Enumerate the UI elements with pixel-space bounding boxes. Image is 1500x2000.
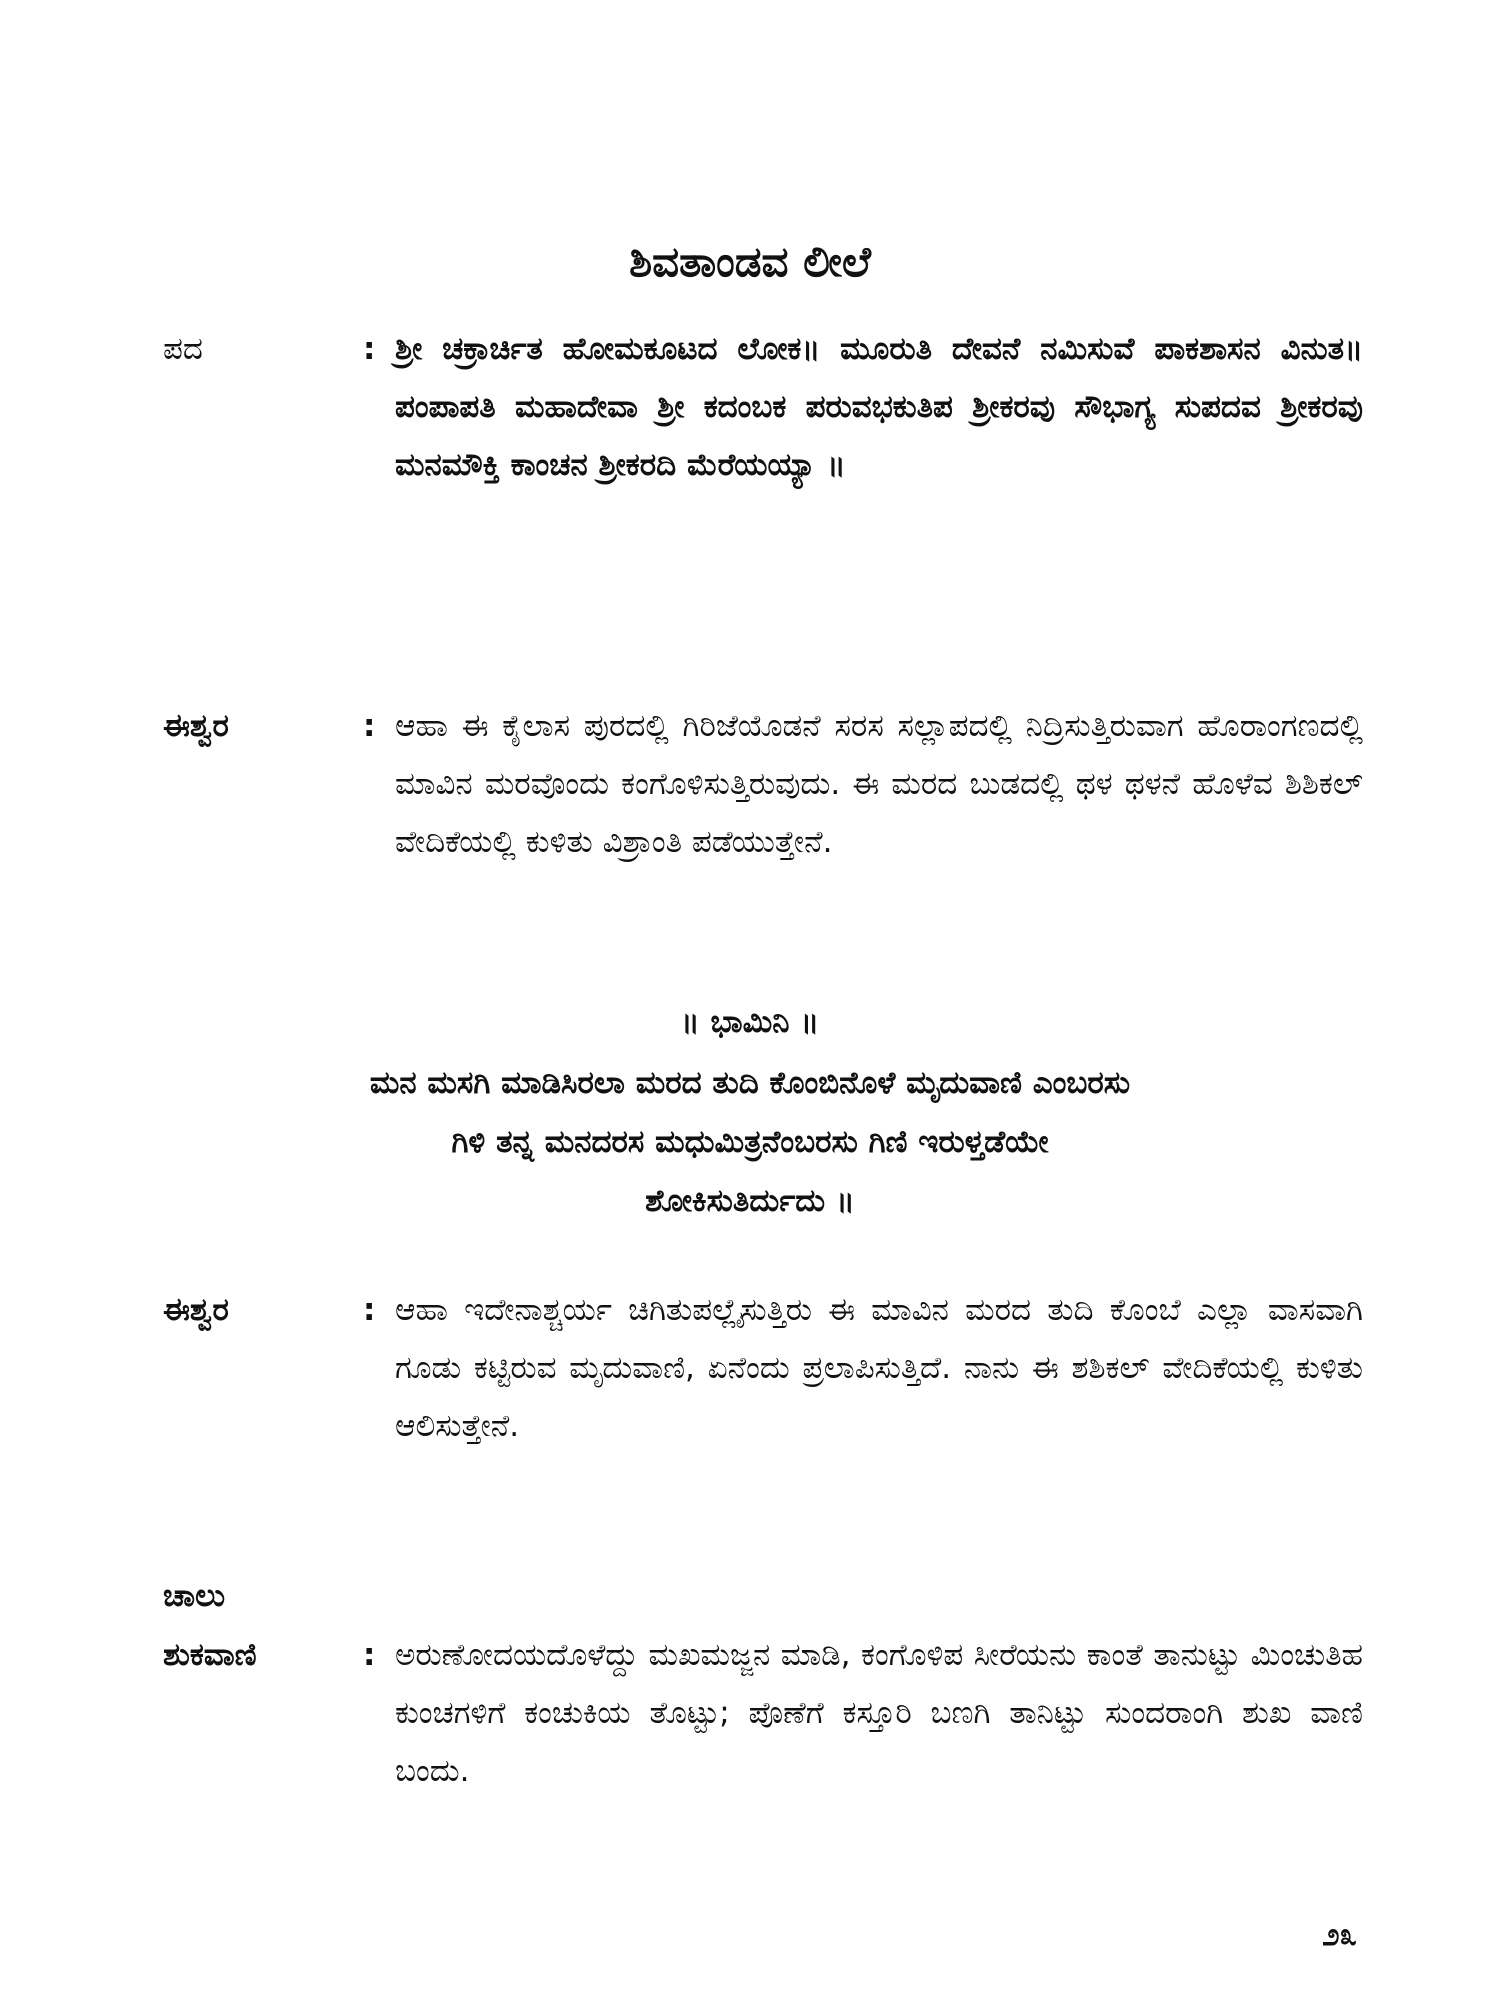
verse-line: ಗಿಳಿ ತನ್ನ ಮನದರಸ ಮಧುಮಿತ್ರನೆಂಬರಸು ಗಿಣಿ ಇರುಳ್ತಡೆಯೇ: [451, 1124, 1049, 1160]
verse-heading: ॥ ಭಾಮಿನಿ ॥: [680, 1004, 820, 1040]
speaker-label: ಈಶ್ವರ: [163, 708, 229, 744]
speaker-label: ಶುಕವಾಣಿ: [163, 1637, 257, 1673]
chalu-label: ಚಾಲು: [163, 1578, 226, 1614]
page-number: ೨೩: [1322, 1917, 1357, 1953]
verse-line: ಶೋಕಿಸುತಿರ್ದುದು ॥: [645, 1183, 855, 1219]
speech-text: ಆಹಾ ಈ ಕೈಲಾಸ ಪುರದಲ್ಲಿ ಗಿರಿಜೆಯೊಡನೆ ಸರಸ ಸಲ್ಲಾಪದಲ್ಲಿ ನಿದ್ರಿಸುತ್ತಿರುವಾಗ ಹೊರಾಂಗಣದಲ್ಲಿ ಮಾವಿನ ಮರವೊಂದು ಕಂಗೊಳಿಸುತ್ತಿರುವುದು. ಈ ಮರದ ಬುಡದಲ್ಲಿ ಥಳ ಥಳನೆ ಹೊಳೆವ ಶಿಶಿಕಲ್ ವೇದಿಕೆಯಲ್ಲಿ ಕುಳಿತು ವಿಶ್ರಾಂತಿ ಪಡೆಯುತ್ತೇನೆ.: [395, 708, 1363, 860]
verse-line: ಮನ ಮಸಗಿ ಮಾಡಿಸಿರಲಾ ಮರದ ತುದಿ ಕೊಂಬಿನೊಳೆ ಮೃದುವಾಣಿ ಎಂಬರಸು: [369, 1065, 1131, 1101]
speech-text: ಆಹಾ ಇದೇನಾಶ್ಚರ್ಯ ಚಿಗಿತುಪಲ್ಲೈಸುತ್ತಿರು ಈ ಮಾವಿನ ಮರದ ತುದಿ ಕೊಂಬೆ ಎಲ್ಲಾ ವಾಸವಾಗಿ ಗೂಡು ಕಟ್ಟಿರುವ ಮೃದುವಾಣಿ, ಏನೆಂದು ಪ್ರಲಾಪಿಸುತ್ತಿದೆ. ನಾನು ಈ ಶಶಿಕಲ್ ವೇದಿಕೆಯಲ್ಲಿ ಕುಳಿತು ಆಲಿಸುತ್ತೇನೆ.: [395, 1292, 1363, 1444]
speech-text: ಶ್ರೀ ಚಕ್ರಾರ್ಚಿತ ಹೋಮಕೂಟದ ಲೋಕ॥ ಮೂರುತಿ ದೇವನೆ ನಮಿಸುವೆ ಪಾಕಶಾಸನ ವಿನುತ॥ ಪಂಪಾಪತಿ ಮಹಾದೇವಾ ಶ್ರೀ ಕದಂಬಕ ಪರುವಭಕುತಿಪ ಶ್ರೀಕರವು ಸೌಭಾಗ್ಯ ಸುಪದವ ಶ್ರೀಕರವು ಮನಮೌಕ್ತಿ ಕಾಂಚನ ಶ್ರೀಕರದಿ ಮೆರೆಯಯ್ಯಾ ॥: [395, 331, 1363, 483]
colon-separator: :: [363, 1637, 376, 1673]
speaker-label: ಪದ: [163, 331, 203, 367]
page-title: ಶಿವತಾಂಡವ ಲೀಲೆ: [629, 237, 871, 286]
speaker-label: ಈಶ್ವರ: [163, 1292, 229, 1328]
colon-separator: :: [363, 331, 376, 367]
colon-separator: :: [363, 708, 376, 744]
speech-text: ಅರುಣೋದಯದೊಳೆದ್ದು ಮಖಮಜ್ಜನ ಮಾಡಿ, ಕಂಗೊಳಿಪ ಸೀರೆಯನು ಕಾಂತೆ ತಾನುಟ್ಟು ಮಿಂಚುತಿಹ ಕುಂಚಗಳಿಗೆ ಕಂಚುಕಿಯ ತೊಟ್ಟು; ಪೊಣೆಗೆ ಕಸ್ತೂರಿ ಬಣಗಿ ತಾನಿಟ್ಟು ಸುಂದರಾಂಗಿ ಶುಖ ವಾಣಿ ಬಂದು.: [395, 1637, 1363, 1789]
colon-separator: :: [363, 1292, 376, 1328]
